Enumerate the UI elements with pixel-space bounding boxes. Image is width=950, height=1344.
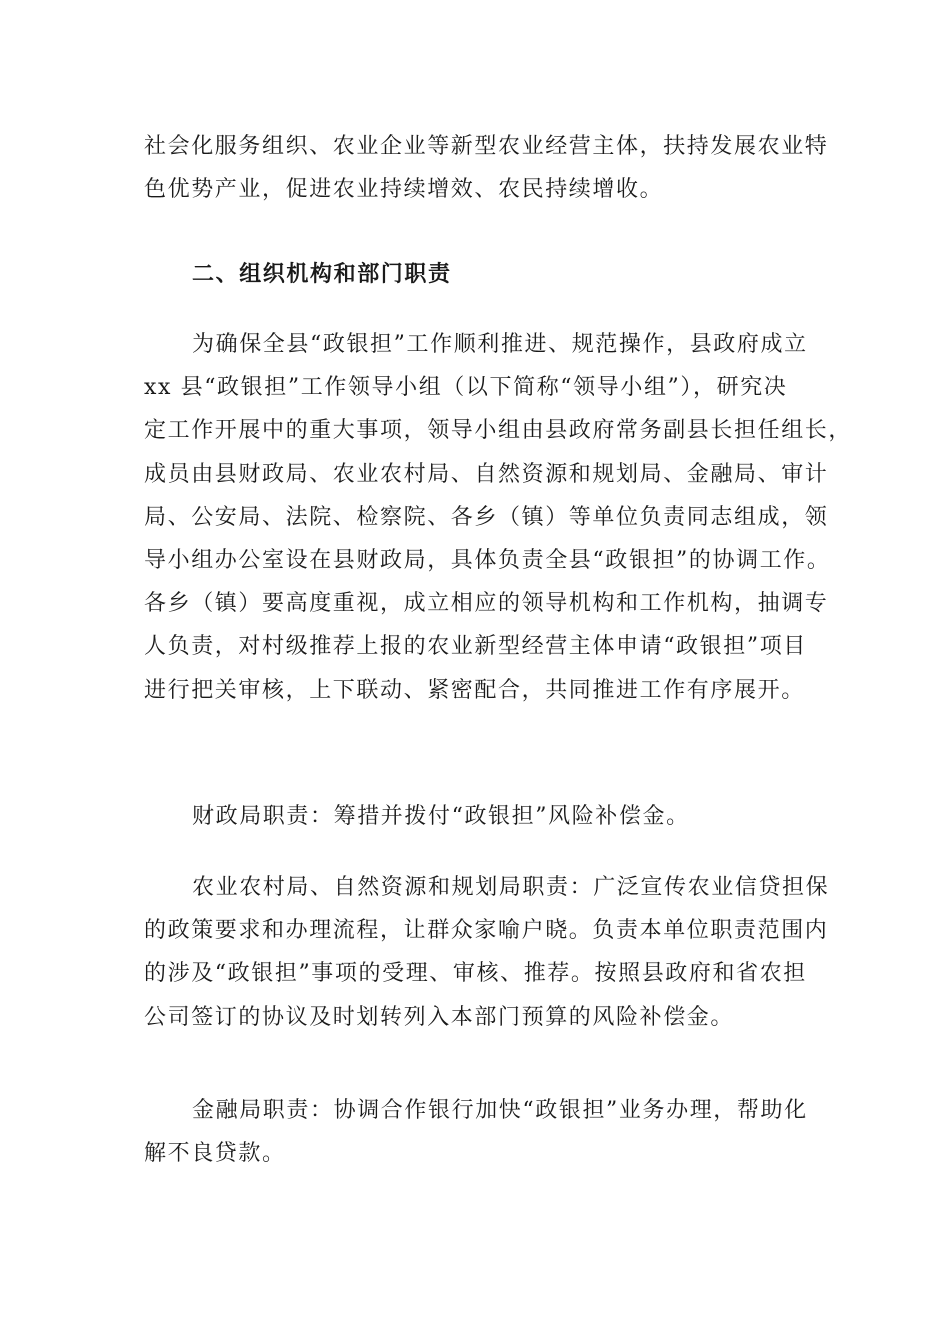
- text-line: 局、公安局、法院、检察院、各乡（镇）等单位负责同志组成，领: [144, 504, 829, 530]
- text-line: 色优势产业，促进农业持续增效、农民持续增收。: [144, 177, 664, 203]
- text-line: 公司签订的协议及时划转列入本部门预算的风险补偿金。: [144, 1004, 735, 1030]
- text-line: 成员由县财政局、农业农村局、自然资源和规划局、金融局、审计: [144, 461, 829, 487]
- text-line: 解不良贷款。: [144, 1141, 286, 1167]
- paragraph-financial-bureau: [144, 1089, 808, 1175]
- text-line: xx 县“政银担”工作领导小组（以下简称“领导小组”），研究决: [144, 375, 788, 401]
- text-line: 的政策要求和办理流程，让群众家喻户晓。负责本单位职责范围内: [144, 918, 829, 944]
- heading-text: 二、组织机构和部门职责: [192, 261, 452, 287]
- text-line: 金融局职责：协调合作银行加快“政银担”业务办理，帮助化: [192, 1098, 808, 1123]
- text-line: 的涉及“政银担”事项的受理、审核、推荐。按照县政府和省农担: [144, 961, 807, 987]
- paragraph-leading-group: [144, 323, 853, 712]
- paragraph-agriculture-bureau: [144, 866, 830, 1039]
- text-line: 各乡（镇）要高度重视，成立相应的领导机构和工作机构，抽调专: [144, 591, 829, 617]
- text-line: 定工作开展中的重大事项，领导小组由县政府常务副县长担任组长，: [144, 418, 853, 444]
- text-line: 社会化服务组织、农业企业等新型农业经营主体，扶持发展农业特: [144, 134, 829, 159]
- text-line: 财政局职责：筹措并拨付“政银担”风险补偿金。: [192, 804, 690, 829]
- paragraph-intro-continued: [144, 125, 829, 211]
- text-line: 人负责，对村级推荐上报的农业新型经营主体申请“政银担”项目: [144, 634, 807, 660]
- text-line: 导小组办公室设在县财政局，具体负责全县“政银担”的协调工作。: [144, 548, 831, 574]
- text-line: 进行把关审核，上下联动、紧密配合，共同推进工作有序展开。: [144, 677, 805, 703]
- section-heading: [192, 253, 852, 296]
- text-line: 农业农村局、自然资源和规划局职责：广泛宣传农业信贷担保: [192, 875, 830, 900]
- paragraph-finance-bureau: [144, 795, 804, 838]
- text-line: 为确保全县“政银担”工作顺利推进、规范操作，县政府成立: [192, 332, 808, 357]
